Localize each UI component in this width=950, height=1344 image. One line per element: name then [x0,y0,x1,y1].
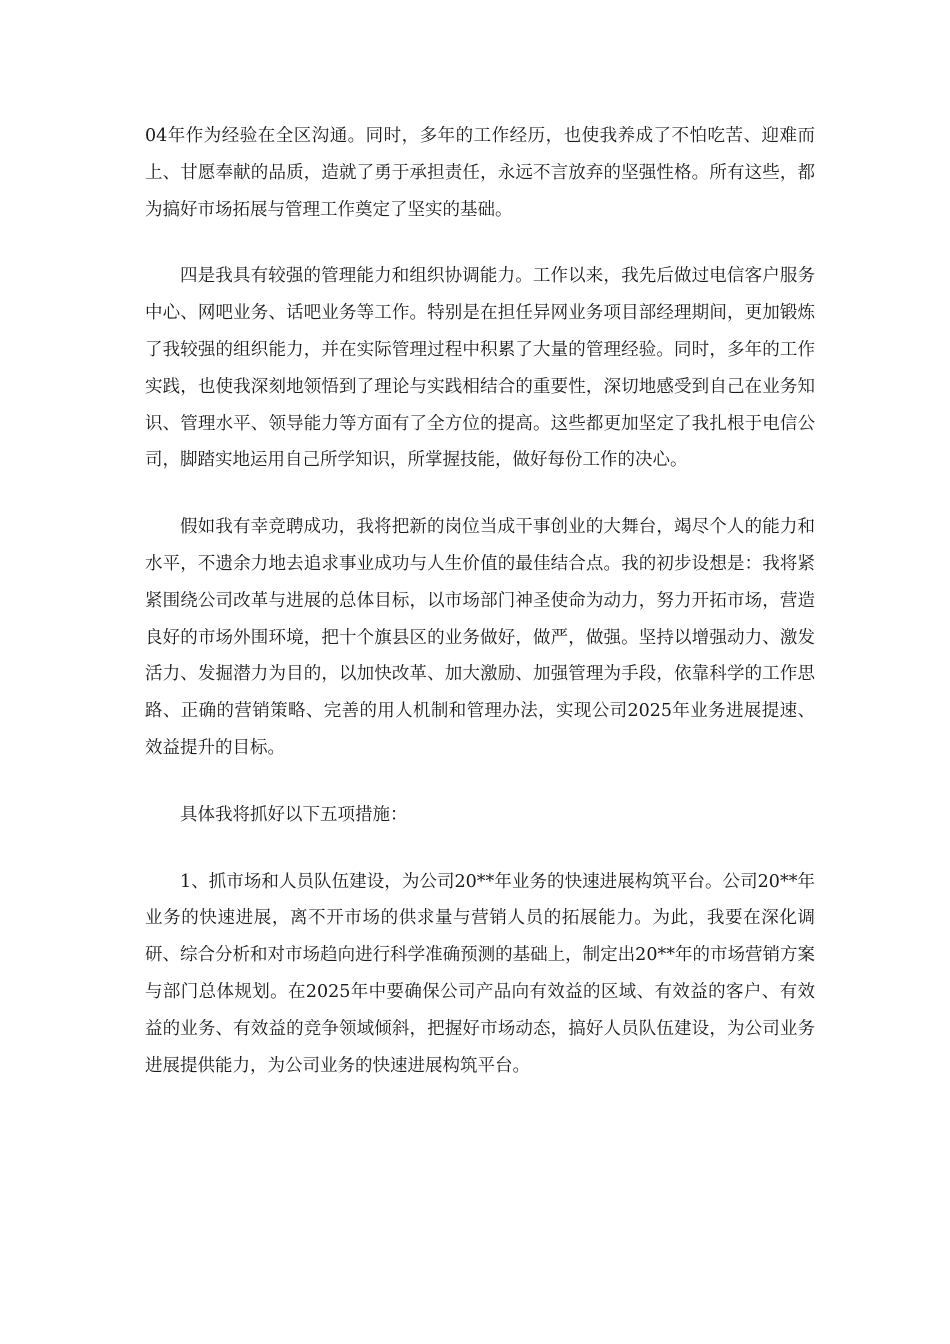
paragraph-gap [145,834,815,864]
paragraph-management-ability: 四是我具有较强的管理能力和组织协调能力。工作以来，我先后做过电信客户服务中心、网吧业务、话吧业务等工作。特别是在担任异网业务项目部经理期间，更加锻炼了我较强的组织能力，并在实际管理过程中积累了大量的管理经验。同时，多年的工作实践，也使我深刻地领悟到了理论与实践相结合的重要性，深切地感受到自己在业务知识、管理水平、领导能力等方面有了全方位的提高。这些都更加坚定了我扎根于电信公司，脚踏实地运用自己所学知识，所掌握技能，做好每份工作的决心。 [145,266,815,471]
paragraph-experience-conclusion: 04年作为经验在全区沟通。同时，多年的工作经历，也使我养成了不怕吃苦、迎难而上、甘愿奉献的品质，造就了勇于承担责任，永远不言放弃的坚强性格。所有这些，都为搞好市场拓展与管理工作奠定了坚实的基础。 [145,126,815,220]
paragraph-measure-1: 1、抓市场和人员队伍建设，为公司20**年业务的快速进展构筑平台。公司20**年业务的快速进展，离不开市场的供求量与营销人员的拓展能力。为此，我要在深化调研、综合分析和对市场趋向进行科学准确预测的基础上，制定出20**年的市场营销方案与部门总体规划。在2025年中要确保公司产品向有效益的区域、有效益的客户、有效益的业务、有效益的竞争领域倾斜，把握好市场动态，搞好人员队伍建设，为公司业务进展提供能力，为公司业务的快速进展构筑平台。 [145,871,815,1076]
paragraph-gap [145,479,815,509]
document-body [145,118,815,1084]
paragraph-gap [145,767,815,797]
paragraph-gap [145,228,815,258]
paragraph-plan-vision: 假如我有幸竞聘成功，我将把新的岗位当成干事创业的大舞台，竭尽个人的能力和水平，不遗余力地去追求事业成功与人生价值的最佳结合点。我的初步设想是：我将紧紧围绕公司改革与进展的总体目标，以市场部门神圣使命为动力，努力开拓市场，营造良好的市场外围环境，把十个旗县区的业务做好，做严，做强。坚持以增强动力、激发活力、发掘潜力为目的，以加快改革、加大激励、加强管理为手段，依靠科学的工作思路、正确的营销策略、完善的用人机制和管理办法，实现公司2025年业务进展提速、效益提升的目标。 [145,517,815,758]
paragraph-measures-intro: 具体我将抓好以下五项措施： [180,804,408,825]
